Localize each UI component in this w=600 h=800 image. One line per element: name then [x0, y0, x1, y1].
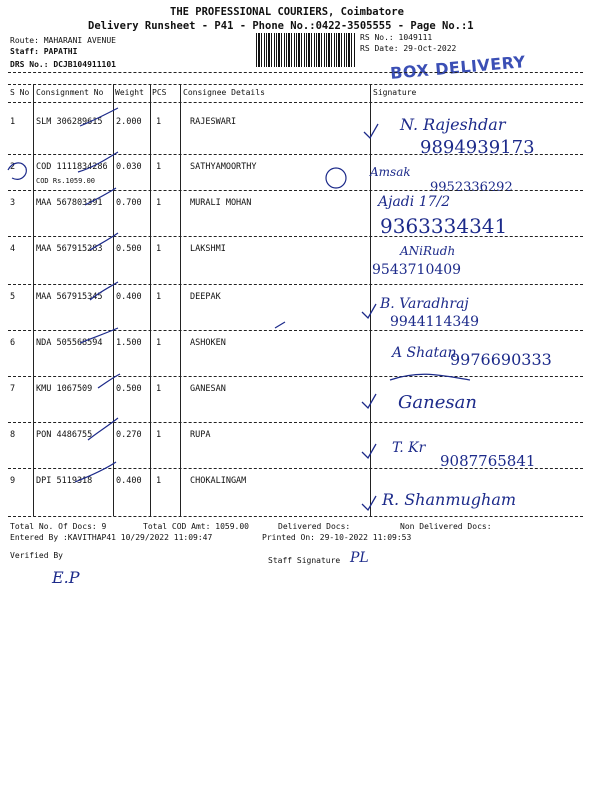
- column-header-pcs: PCS: [152, 88, 167, 97]
- row-sno-cell: 6: [10, 338, 16, 348]
- row-weight-cell: 0.400: [116, 292, 142, 302]
- signature-name: ANiRudh: [400, 244, 456, 258]
- signature-phone: 9543710409: [372, 262, 462, 278]
- signature-phone: 9894939173: [420, 137, 535, 158]
- staff-signature-label: Staff Signature: [268, 556, 341, 565]
- row-consignee-cell: RUPA: [190, 430, 211, 440]
- signature-phone: 9952336292: [430, 180, 513, 195]
- row-pcs-cell: 1: [156, 244, 162, 254]
- drs-number: DRS No.: DCJB104911101: [10, 60, 116, 69]
- printed-on: Printed On: 29-10-2022 11:09:53: [262, 533, 412, 542]
- row-sno-cell: 4: [10, 244, 16, 254]
- column-header-consignee: Consignee Details: [183, 88, 265, 97]
- row-consignment-cell: COD 1111834286: [36, 162, 108, 172]
- row-sno-cell: 8: [10, 430, 16, 440]
- box-delivery-stamp: BOX DELIVERY: [389, 52, 527, 83]
- row-sno-cell: 2: [10, 162, 16, 172]
- non-delivered-docs: Non Delivered Docs:: [400, 522, 492, 531]
- row-pcs-cell: 1: [156, 430, 162, 440]
- row-pcs-cell: 1: [156, 292, 162, 302]
- route-label: Route: MAHARANI AVENUE: [10, 36, 116, 45]
- row-weight-cell: 0.500: [116, 384, 142, 394]
- row-weight-cell: 0.400: [116, 476, 142, 486]
- cod-amount-note: COD Rs.1059.00: [36, 177, 96, 185]
- signature-phone: 9976690333: [450, 350, 552, 369]
- column-header-consignment: Consignment No: [36, 88, 104, 97]
- row-weight-cell: 1.500: [116, 338, 142, 348]
- signature-phone: 9087765841: [440, 452, 536, 470]
- staff-initials-signature: PL: [350, 550, 369, 566]
- signature-name: A Shatan: [392, 345, 457, 361]
- row-consignee-cell: RAJESWARI: [190, 117, 237, 127]
- row-weight-cell: 0.500: [116, 244, 142, 254]
- signature-phone: 9363334341: [380, 214, 508, 238]
- rs-number: RS No.: 1049111: [360, 33, 433, 42]
- signature-name: N. Rajeshdar: [400, 115, 506, 134]
- row-consignee-cell: SATHYAMOORTHY: [190, 162, 257, 172]
- row-sno-cell: 7: [10, 384, 16, 394]
- signature-name: Ajadi 17/2: [378, 194, 451, 210]
- row-consignment-cell: KMU 1067509: [36, 384, 93, 394]
- runsheet-title: Delivery Runsheet - P41 - Phone No.:0422-3505555 - Page No.:1: [88, 20, 474, 32]
- signature-name: B. Varadhraj: [380, 296, 469, 312]
- row-consignment-cell: NDA 505568594: [36, 338, 103, 348]
- row-pcs-cell: 1: [156, 198, 162, 208]
- row-weight-cell: 0.700: [116, 198, 142, 208]
- company-title: THE PROFESSIONAL COURIERS, Coimbatore: [170, 6, 404, 18]
- row-sno-cell: 1: [10, 117, 16, 127]
- signature-name: R. Shanmugham: [382, 490, 517, 509]
- row-weight-cell: 2.000: [116, 117, 142, 127]
- column-header-sno: S No: [10, 88, 30, 97]
- row-consignee-cell: GANESAN: [190, 384, 226, 394]
- column-header-signature: Signature: [373, 88, 417, 97]
- verified-by-label: Verified By: [10, 551, 63, 560]
- row-pcs-cell: 1: [156, 338, 162, 348]
- row-consignment-cell: MAA 567915283: [36, 244, 103, 254]
- row-consignment-cell: DPI 5119318: [36, 476, 93, 486]
- row-consignee-cell: CHOKALINGAM: [190, 476, 247, 486]
- row-weight-cell: 0.030: [116, 162, 142, 172]
- signature-name: Amsak: [370, 165, 411, 179]
- total-docs: Total No. Of Docs: 9: [10, 522, 107, 531]
- signature-name: T. Kr: [392, 440, 426, 456]
- row-consignment-cell: MAA 567803391: [36, 198, 103, 208]
- row-sno-cell: 5: [10, 292, 16, 302]
- total-cod: Total COD Amt: 1059.00: [143, 522, 249, 531]
- row-consignee-cell: DEEPAK: [190, 292, 221, 302]
- signature-name: Ganesan: [398, 392, 477, 413]
- signature-phone: 9944114349: [390, 314, 480, 330]
- row-pcs-cell: 1: [156, 162, 162, 172]
- row-consignee-cell: MURALI MOHAN: [190, 198, 252, 208]
- row-consignee-cell: ASHOKEN: [190, 338, 226, 348]
- row-consignment-cell: MAA 567915345: [36, 292, 103, 302]
- row-weight-cell: 0.270: [116, 430, 142, 440]
- row-pcs-cell: 1: [156, 384, 162, 394]
- row-consignment-cell: SLM 306289615: [36, 117, 103, 127]
- row-pcs-cell: 1: [156, 117, 162, 127]
- delivered-docs: Delivered Docs:: [278, 522, 351, 531]
- row-pcs-cell: 1: [156, 476, 162, 486]
- verified-initials-signature: E.P: [52, 568, 80, 587]
- row-sno-cell: 3: [10, 198, 16, 208]
- staff-label: Staff: PAPATHI: [10, 47, 78, 56]
- entered-by: Entered By :KAVITHAP41 10/29/2022 11:09:47: [10, 533, 213, 542]
- row-sno-cell: 9: [10, 476, 16, 486]
- column-header-weight: Weight: [115, 88, 144, 97]
- row-consignment-cell: PON 4486755: [36, 430, 93, 440]
- rs-date: RS Date: 29-Oct-2022: [360, 44, 457, 53]
- row-consignee-cell: LAKSHMI: [190, 244, 226, 254]
